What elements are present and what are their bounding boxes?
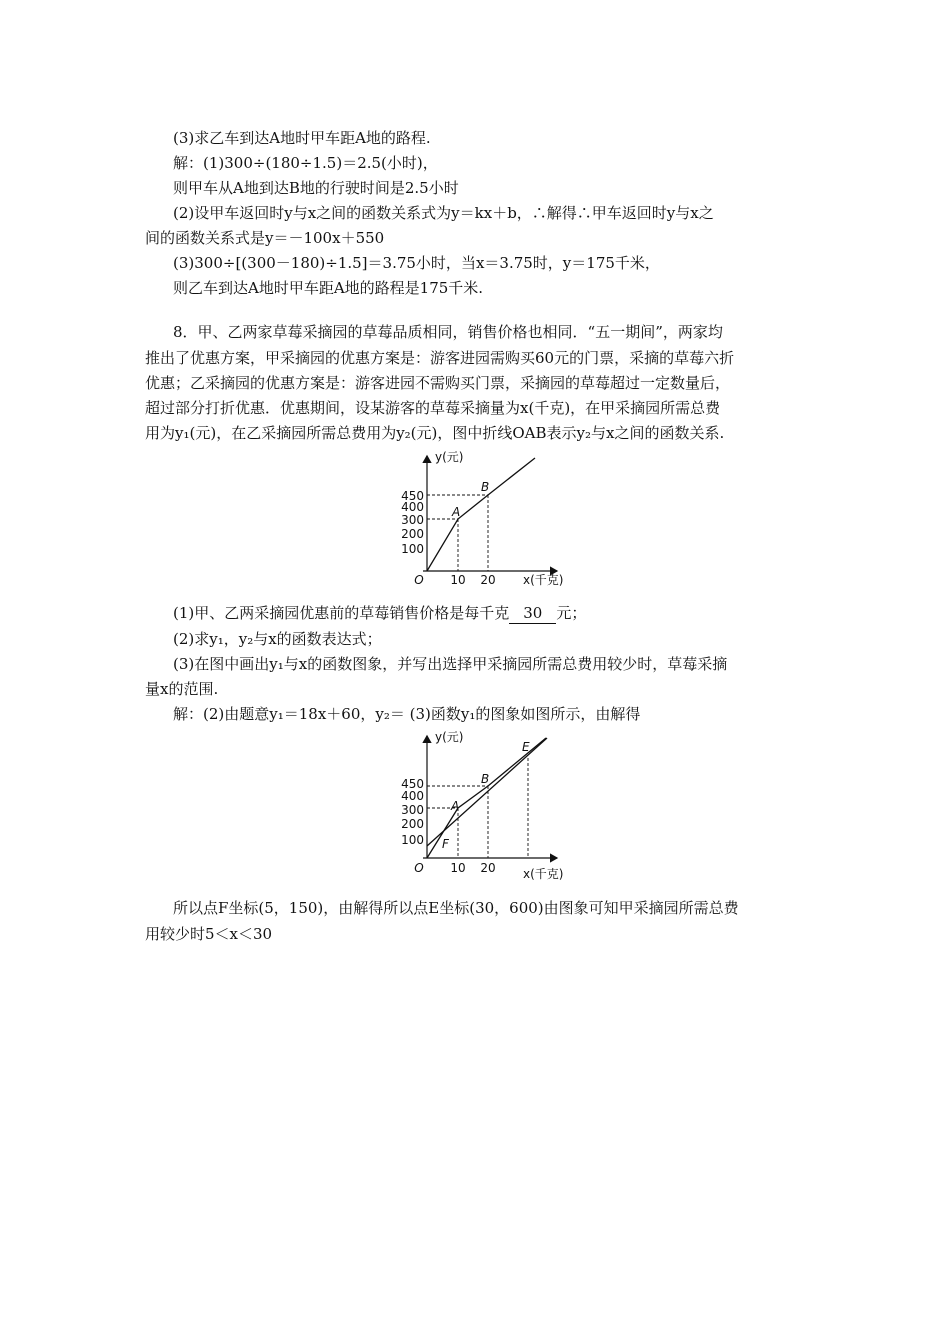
point-a-label: A [452, 505, 461, 519]
origin-label: O [414, 573, 424, 587]
x-tick-10: 10 [450, 573, 466, 587]
x-tick-20: 20 [480, 573, 496, 587]
problem8-line-1: 8．甲、乙两家草莓采摘园的草莓品质相同，销售价格也相同．“五一期间”，两家均 [173, 323, 723, 341]
y-tick-400: 400 [401, 500, 424, 514]
y-tick-200: 200 [401, 527, 424, 541]
y-axis-label: y(元) [435, 730, 464, 744]
problem8-solution-line-3: 用较少时5＜x＜30 [145, 925, 273, 943]
point-b-label: B [481, 772, 490, 786]
y-tick-200: 200 [401, 817, 424, 831]
problem8-line-5: 用为y₁(元)，在乙采摘园所需总费用为y₂(元)，图中折线OAB表示y₂与x之间的函数关系. [145, 424, 725, 442]
y-tick-100: 100 [401, 542, 424, 556]
y-tick-450: 450 [401, 777, 424, 791]
problem8-question-3-line-1: (3)在图中画出y₁与x的函数图象，并写出选择甲采摘园所需总费用较少时，草莓采摘 [173, 655, 728, 673]
origin-label: O [414, 861, 424, 875]
y-tick-400: 400 [401, 789, 424, 803]
q1-answer: 30 [509, 603, 556, 624]
part-a-question-3: (3)求乙车到达A地时甲车距A地的路程. [173, 129, 431, 147]
problem8-question-1 [173, 603, 586, 624]
x-axis-label: x(千克) [523, 573, 564, 587]
x-axis-label: x(千克) [523, 867, 564, 881]
problem8-question-2: (2)求y₁，y₂与x的函数表达式； [173, 630, 382, 648]
x-tick-20: 20 [480, 861, 496, 875]
problem8-solution-line-1: 解：(2)由题意y₁＝18x＋60，y₂＝ (3)函数y₁的图象如图所示，由解得 [173, 705, 641, 723]
y-tick-300: 300 [401, 803, 424, 817]
line-y1 [427, 738, 547, 846]
problem8-question-3-line-2: 量x的范围. [145, 680, 219, 698]
y-tick-450: 450 [401, 489, 424, 503]
point-a-label: A [451, 799, 460, 813]
part-a-solution-line-5: (3)300÷[(300－180)÷1.5]＝3.75小时，当x＝3.75时，y＝175千米， [173, 254, 660, 272]
part-a-solution-line-4: 间的函数关系式是y＝－100x＋550 [145, 229, 385, 247]
point-f-label: F [442, 837, 449, 851]
graph-1 [395, 448, 585, 590]
part-a-solution-line-1: 解：(1)300÷(180÷1.5)＝2.5(小时)， [173, 154, 438, 172]
part-a-solution-line-6: 则乙车到达A地时甲车距A地的路程是175千米. [173, 279, 484, 297]
graph-2 [395, 728, 585, 882]
x-tick-10: 10 [450, 861, 466, 875]
part-a-solution-line-3: (2)设甲车返回时y与x之间的函数关系式为y＝kx＋b，∴解得∴甲车返回时y与x之 [173, 204, 714, 222]
q1-suffix: 元； [556, 604, 587, 622]
y-tick-300: 300 [401, 513, 424, 527]
point-e-label: E [522, 740, 530, 754]
problem8-line-2: 推出了优惠方案，甲采摘园的优惠方案是：游客进园需购买60元的门票，采摘的草莓六折 [145, 349, 735, 367]
line-oab [427, 458, 535, 571]
problem8-line-4: 超过部分打折优惠．优惠期间，设某游客的草莓采摘量为x(千克)，在甲采摘园所需总费 [145, 399, 721, 417]
problem8-line-3: 优惠；乙采摘园的优惠方案是：游客进园不需购买门票，采摘园的草莓超过一定数量后， [145, 374, 731, 392]
y-tick-100: 100 [401, 833, 424, 847]
point-b-label: B [481, 480, 490, 494]
q1-prefix: (1)甲、乙两采摘园优惠前的草莓销售价格是每千克 [173, 604, 510, 622]
part-a-solution-line-2: 则甲车从A地到达B地的行驶时间是2.5小时 [173, 179, 459, 197]
problem8-solution-line-2: 所以点F坐标(5，150)，由解得所以点E坐标(30，600)由图象可知甲采摘园所需总费 [173, 899, 739, 917]
y-axis-label: y(元) [435, 450, 464, 464]
